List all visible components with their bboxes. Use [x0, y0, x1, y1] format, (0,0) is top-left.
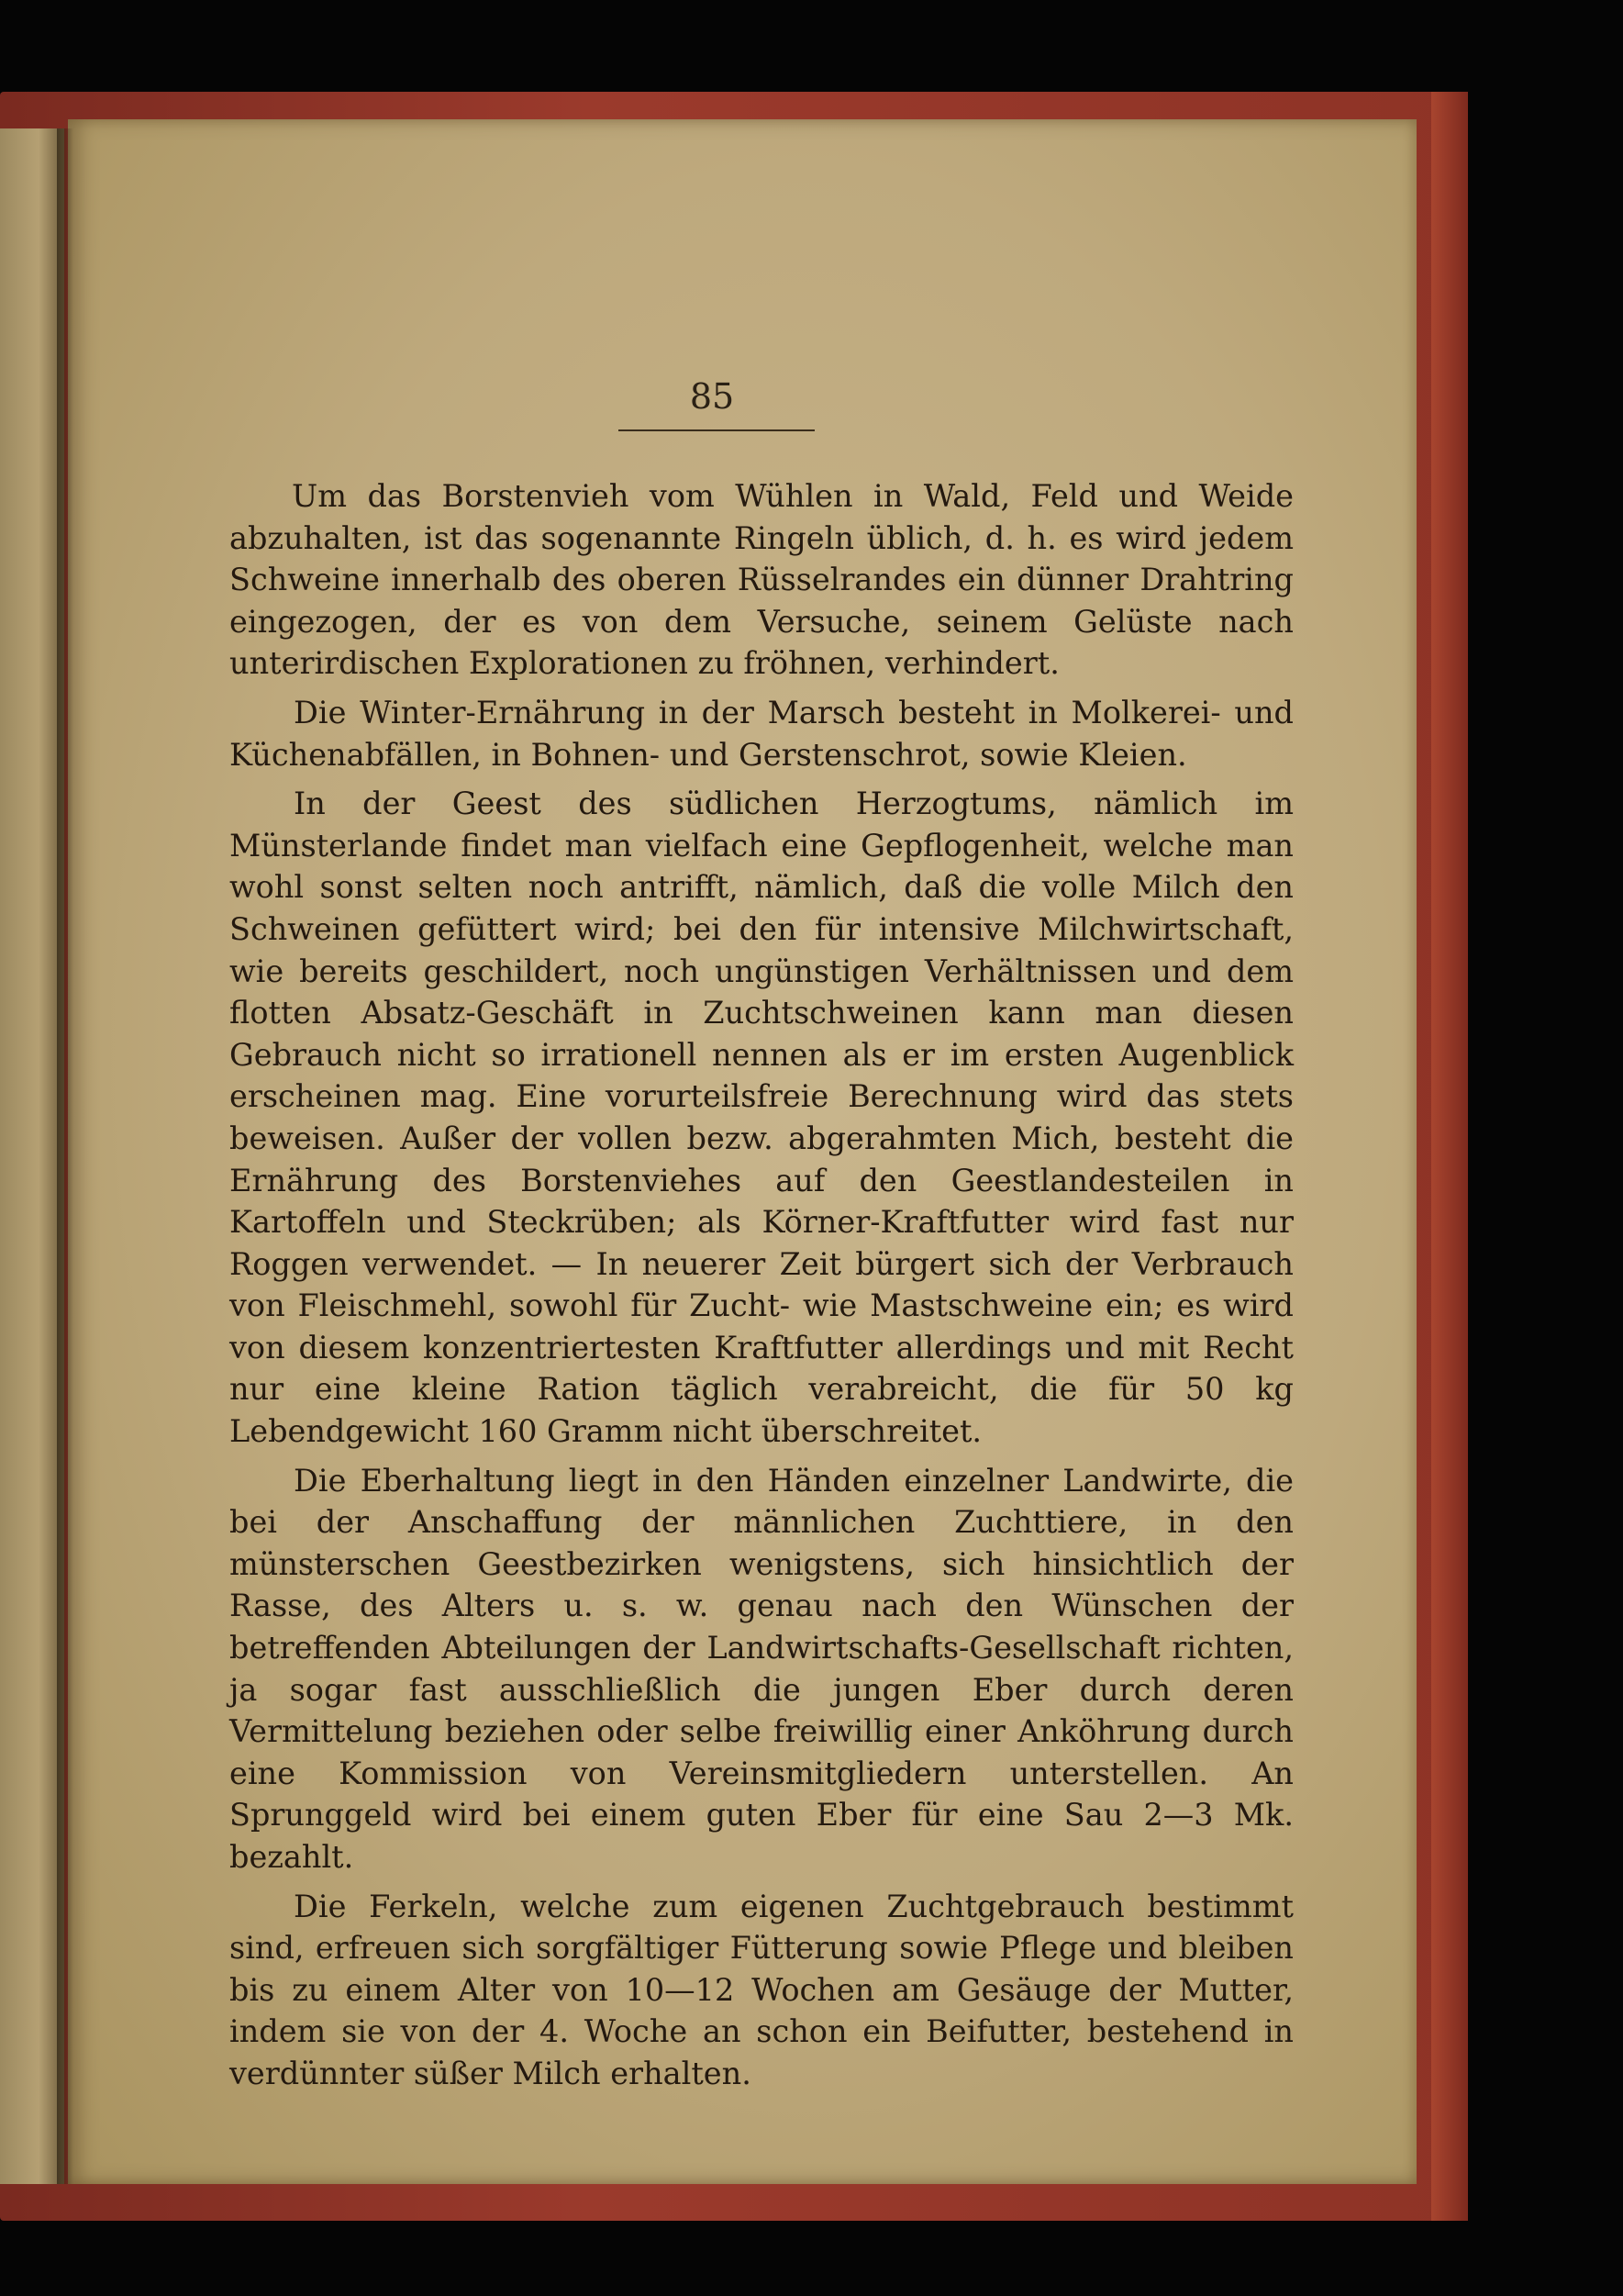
page-text: [229, 475, 1294, 2102]
header-rule: [618, 429, 815, 431]
paragraph: Die Ferkeln, welche zum eigenen Zuchtgebrauch bestimmt sind, erfreuen sich sorgfältiger Fütterung sowie Pflege und bleiben bis zu einem Alter von 10—12 Wochen am Gesäuge der Mutter, indem sie von der 4. Woche an schon ein Beifutter, bestehend in verdünnter süßer Milch erhalten.: [229, 1888, 1294, 2091]
paragraph: Die Winter-Ernährung in der Marsch besteht in Molkerei- und Küchenabfällen, in Bohnen- und Gerstenschrot, sowie Kleien.: [229, 694, 1294, 773]
book-page: [68, 119, 1417, 2184]
spine-shadow: [57, 128, 73, 2184]
paragraph: Um das Borstenvieh vom Wühlen in Wald, Feld und Weide abzuhalten, ist das sogenannte Ringeln üblich, d. h. es wird jedem Schweine innerhalb des oberen Rüsselrandes ein dünner Drahtring eingezogen, der es von dem Versuche, seinem Gelüste nach unterirdischen Explorationen zu fröhnen, verhindert.: [229, 478, 1294, 682]
book-cover-edge: [1431, 92, 1468, 2221]
page-number: 85: [689, 376, 735, 417]
paragraph: Die Eberhaltung liegt in den Händen einzelner Landwirte, die bei der Anschaffung der männlichen Zuchttiere, in den münsterschen Geestbezirken wenigstens, sich hinsichtlich der Rasse, des Alters u. s. w. genau nach den Wünschen der betreffenden Abteilungen der Landwirtschafts-Gesellschaft richten, ja sogar fast ausschließlich die jungen Eber durch deren Vermittelung beziehen oder selbe freiwillig einer Anköhrung durch eine Kommission von Vereinsmitgliedern unterstellen. An Sprunggeld wird bei einem guten Eber für eine Sau 2—3 Mk. bezahlt.: [229, 1462, 1294, 1875]
left-page-edge: [0, 128, 64, 2184]
paragraph: In der Geest des südlichen Herzogtums, nämlich im Münsterlande findet man vielfach eine Gepflogenheit, welche man wohl sonst selten noch antrifft, nämlich, daß die volle Milch den Schweinen gefüttert wird; bei den für intensive Milchwirtschaft, wie bereits geschildert, noch ungünstigen Verhältnissen und dem flotten Absatz-Geschäft in Zuchtschweinen kann man diesen Gebrauch nicht so irrationell nennen als er im ersten Augenblick erscheinen mag. Eine vorurteilsfreie Berechnung wird das stets beweisen. Außer der vollen bezw. abgerahmten Mich, besteht die Ernährung des Borstenviehes auf den Geestlandesteilen in Kartoffeln und Steckrüben; als Körner-Kraftfutter wird fast nur Roggen verwendet. — In neuerer Zeit bürgert sich der Verbrauch von Fleischmehl, sowohl für Zucht- wie Mastschweine ein; es wird von diesem konzentriertesten Kraftfutter allerdings und mit Recht nur eine kleine Ration täglich verabreicht, die für 50 kg Lebendgewicht 160 Gramm nicht überschreitet.: [229, 786, 1294, 1450]
